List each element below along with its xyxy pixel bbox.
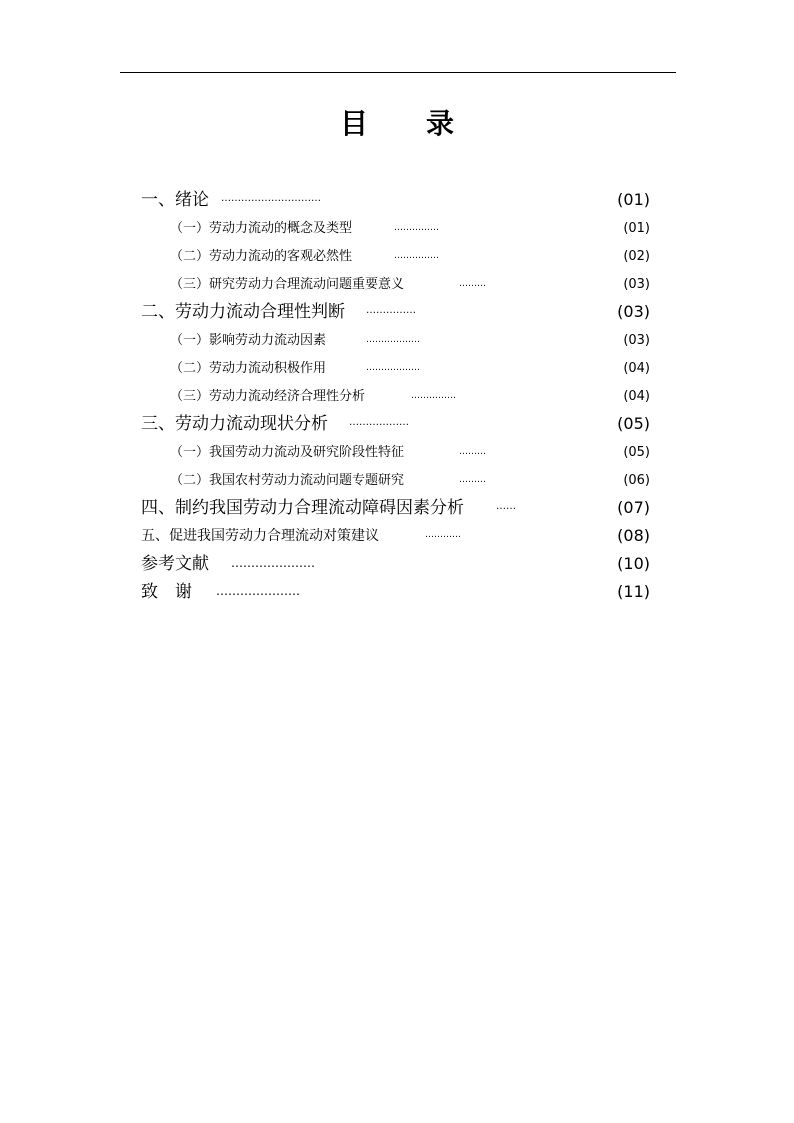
toc-entry-2[interactable] bbox=[0, 298, 794, 326]
toc-entry-label: （二）我国农村劳动力流动问题专题研究 bbox=[170, 473, 405, 488]
toc-entry-leader: …………… bbox=[394, 223, 439, 233]
toc-entry-3-2[interactable] bbox=[0, 467, 794, 495]
toc-entry-page: (01) bbox=[617, 190, 650, 209]
toc-entry-4[interactable] bbox=[0, 494, 794, 522]
toc-entry-page: (11) bbox=[617, 582, 650, 601]
toc-entry-acknowledgements[interactable] bbox=[0, 578, 794, 606]
toc-entry-page: (06) bbox=[623, 473, 650, 488]
toc-entry-3-1[interactable] bbox=[0, 439, 794, 467]
toc-entry-label: 致 谢 bbox=[141, 582, 192, 602]
toc-entry-leader: ……………… bbox=[366, 335, 420, 345]
toc-entry-1[interactable] bbox=[0, 186, 794, 214]
toc-entry-label: 四、制约我国劳动力合理流动障碍因素分析 bbox=[141, 498, 464, 518]
toc-entry-label: 五、促进我国劳动力合理流动对策建议 bbox=[141, 528, 379, 544]
toc-entry-label: （二）劳动力流动的客观必然性 bbox=[170, 249, 353, 264]
toc-entry-1-1[interactable] bbox=[0, 215, 794, 243]
toc-entry-page: (05) bbox=[617, 414, 650, 433]
toc-entry-label: （一）影响劳动力流动因素 bbox=[170, 333, 327, 348]
toc-entry-label: 二、劳动力流动合理性判断 bbox=[141, 302, 345, 322]
toc-entry-page: (04) bbox=[623, 361, 650, 376]
title-char-1: 目 bbox=[339, 107, 368, 140]
toc-entry-label: （一）我国劳动力流动及研究阶段性特征 bbox=[170, 445, 405, 460]
toc-entry-2-1[interactable] bbox=[0, 327, 794, 355]
toc-entry-page: (07) bbox=[617, 498, 650, 517]
toc-entry-page: (01) bbox=[623, 221, 650, 236]
toc-entry-2-3[interactable] bbox=[0, 383, 794, 411]
toc-entry-leader: ……………… bbox=[349, 417, 409, 428]
toc-entry-label: （三）研究劳动力合理流动问题重要意义 bbox=[170, 277, 405, 292]
toc-entry-page: (10) bbox=[617, 554, 650, 573]
toc-entry-leader: ………………… bbox=[231, 556, 315, 570]
toc-entry-label: 三、劳动力流动现状分析 bbox=[141, 414, 328, 434]
toc-entry-3[interactable] bbox=[0, 410, 794, 438]
toc-entry-leader: ………………… bbox=[216, 584, 300, 598]
toc-entry-leader: ………………………… bbox=[221, 193, 321, 204]
toc-entry-2-2[interactable] bbox=[0, 355, 794, 383]
toc-entry-page: (04) bbox=[623, 389, 650, 404]
toc-entry-references[interactable] bbox=[0, 550, 794, 578]
toc-entry-1-2[interactable] bbox=[0, 243, 794, 271]
toc-entry-leader: ……… bbox=[459, 475, 486, 485]
toc-entry-label: 一、绪论 bbox=[141, 190, 209, 210]
title-char-2: 录 bbox=[426, 107, 455, 140]
toc-entry-page: (02) bbox=[623, 249, 650, 264]
toc-entry-leader: …………… bbox=[411, 391, 456, 401]
toc-entry-page: (03) bbox=[617, 302, 650, 321]
toc-entry-leader: …… bbox=[496, 501, 516, 512]
toc-entry-5[interactable] bbox=[0, 522, 794, 550]
toc-entry-page: (03) bbox=[623, 333, 650, 348]
toc-entry-label: 参考文献 bbox=[141, 554, 209, 574]
toc-entry-leader: ……………… bbox=[366, 363, 420, 373]
toc-entry-leader: …………… bbox=[394, 251, 439, 261]
toc-entry-label: （二）劳动力流动积极作用 bbox=[170, 361, 327, 376]
toc-entry-leader: …………… bbox=[366, 305, 416, 316]
toc-entry-leader: ……… bbox=[459, 279, 486, 289]
toc-entry-page: (08) bbox=[617, 526, 650, 545]
toc-entry-page: (03) bbox=[623, 277, 650, 292]
toc-entry-label: （三）劳动力流动经济合理性分析 bbox=[170, 389, 366, 404]
toc-entry-page: (05) bbox=[623, 445, 650, 460]
toc-entry-1-3[interactable] bbox=[0, 271, 794, 299]
toc-entry-label: （一）劳动力流动的概念及类型 bbox=[170, 221, 353, 236]
toc-entry-leader: ……… bbox=[459, 447, 486, 457]
toc-entry-leader: ………… bbox=[425, 530, 461, 540]
